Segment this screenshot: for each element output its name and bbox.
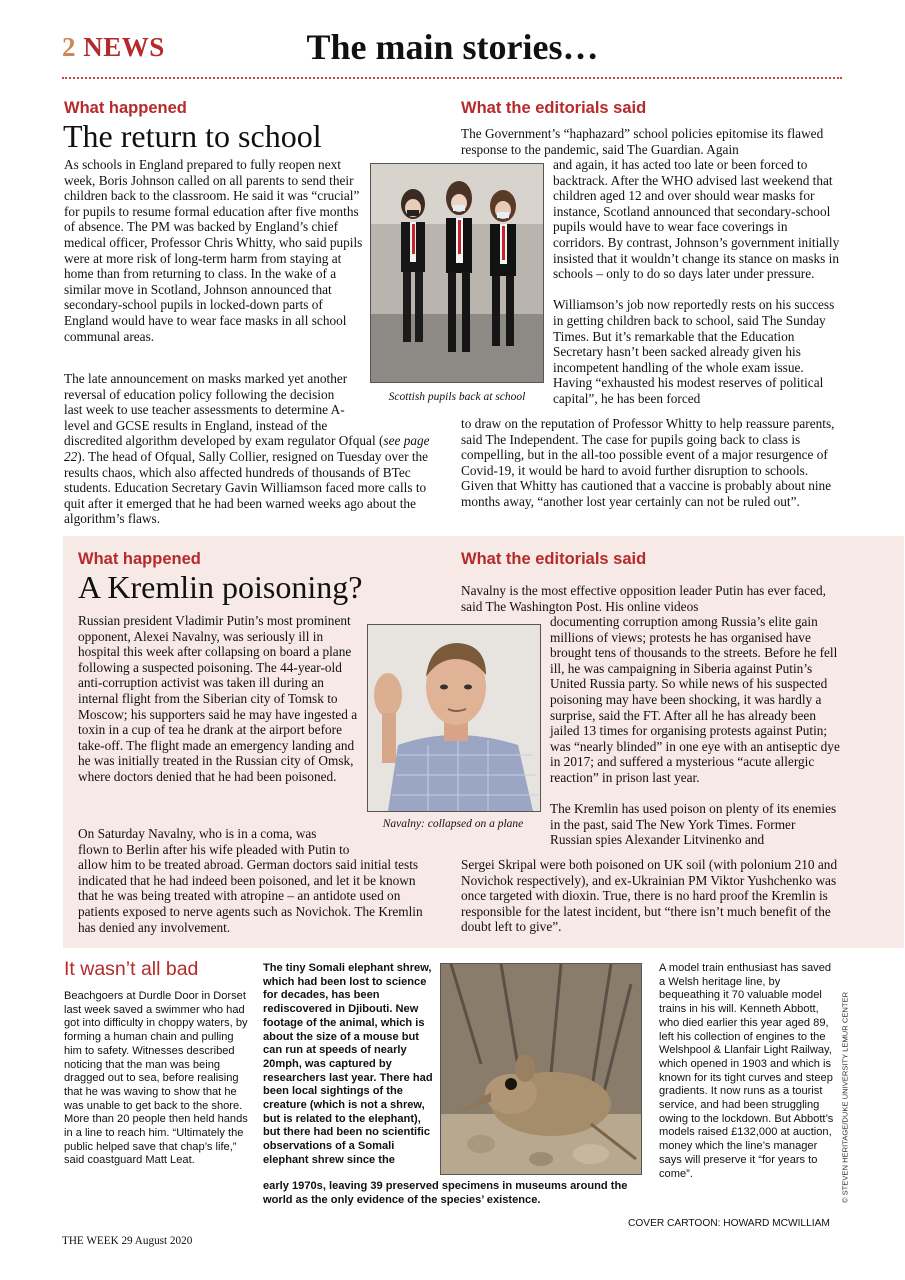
elephant-shrew-photo — [440, 963, 642, 1175]
school-para-2-end: ). The head of Ofqual, Sally Collier, resigned on Tuesday over the results chaos, which also affected hundreds of thousands of BTec students. Education Secretary Gavin Williamson faced more calls to quit after it emerged that he had been warned weeks ago about the algorithm’s flaws. — [64, 448, 429, 527]
school-kicker: What happened — [64, 99, 187, 117]
school-photo-caption: Scottish pupils back at school — [388, 391, 526, 403]
kremlin-kicker: What happened — [78, 550, 201, 568]
issue-footer: THE WEEK 29 August 2020 — [62, 1235, 193, 1247]
school-headline: The return to school — [63, 118, 322, 154]
durdle-door-story: Beachgoers at Durdle Door in Dorset last week saved a swimmer who had got into difficulty in choppy waters, by forming a human chain and pulling him to safety. Witnesses described noticing that the man was being dragged out to sea, before realising that he was waving to show that he was unable to get back to the shore. More than 20 people then held hands in a line to reach him. “Ultimately the public helped save that chap’s life,” said coastguard Matt Leat. — [64, 990, 248, 1167]
school-para-2-start: The late announcement on masks marked yet another reversal of education policy following the decision last week to use teacher assessments to determine A-level and GCSE results in England, instead of the discredited algorithm developed by exam regulator Ofqual ( — [64, 371, 384, 449]
school-para-1: As schools in England prepared to fully reopen next week, Boris Johnson called on all parents to send their children back to the classroom. He said it was “crucial” for pupils to resume formal education after five months of absence. The PM was backed by England’s chief medical officer, Professor Chris Whitty, who said pupils were at more risk of long-term harm from staying at home than from returning to class. In the wake of a similar move in Scotland, Johnson announced that secondary-school pupils in locked-down parts of England would have to wear face masks in all school communal areas. — [64, 157, 363, 344]
kremlin-para-2-text: On Saturday Navalny, who is in a coma, was flown to Berlin after his wife pleaded with Putin to allow him to be treated abroad. German doctors said initial tests indicated that he had indeed been poisoned, and let it be known that he was being treated with atropine – an antidote used on patients exposed to nerve agents such as Novichok. The Kremlin has denied any involvement. — [78, 826, 423, 935]
page-title: The main stories… — [306, 27, 599, 67]
navalny-photo-caption: Navalny: collapsed on a plane — [382, 818, 524, 830]
kremlin-editorials-intro: Navalny is the most effective opposition leader Putin has ever faced, said The Washington Post. His online videos — [461, 583, 826, 614]
page-number: 2 — [62, 32, 76, 62]
model-train-story: A model train enthusiast has saved a Welsh heritage line, by bequeathing it 70 valuable model trains in his will. Kenneth Abbott, who died earlier this year aged 89, left his collection of engines to the Welshpool & Llanfair Light Railway, which opened in 1903 and which is known for its tight curves and steep gradients. It now runs as a tourist service, and had been struggling owing to the lockdown. But Abbott’s models raised £132,000 at auction, money which the line’s manager says will preserve it “for years to come”. — [659, 962, 834, 1180]
photo-credit: © STEVEN HERITAGE/DUKE UNIVERSITY LEMUR CENTER — [840, 991, 850, 1204]
navalny-photo — [367, 624, 541, 812]
kremlin-para-1: Russian president Vladimir Putin’s most prominent opponent, Alexei Navalny, was seriously ill in hospital this week after collapsing on board a plane following a suspected poisoning. The 44-year-old anti-corruption activist was taken ill during an internal flight from the Siberian city of Tomsk to Moscow; his supporters said he may have ingested a toxin in a cup of tea he drank at the airport before take-off. The flight made an emergency landing and he was initially treated in the Russian city of Omsk, where doctors denied that he had been poisoned. — [78, 613, 358, 784]
not-all-bad-heading: It wasn’t all bad — [64, 958, 199, 980]
school-editorials-intro: The Government’s “haphazard” school policies epitomise its flawed response to the pandemic, said The Guardian. Again — [461, 126, 824, 157]
kremlin-editorials-para-2: The Kremlin has used poison on plenty of its enemies in the past, said The New York Times. Former Russian spies Alexander Litvinenko and — [550, 801, 837, 848]
school-editorials-kicker: What the editorials said — [461, 99, 647, 117]
school-editorials-para-2: Williamson’s job now reportedly rests on his success in getting children back to school, said The Sunday Times. But it’s remarkable that the Education Secretary hasn’t been sacked already given his incompetent handling of the whole exam issue. Having “exhausted his modest reserves of political capital”, he has been forced — [553, 297, 835, 406]
cover-cartoon-credit: COVER CARTOON: HOWARD MCWILLIAM — [628, 1218, 830, 1229]
header-divider — [62, 77, 842, 79]
kremlin-editorials-para-2-rest: Sergei Skripal were both poisoned on UK soil (with polonium 210 and Novichok respectively), and ex-Ukrainian PM Viktor Yushchenko was once targeted with dioxin. True, there is no hard proof the Kremlin is responsible for the latest incident, but “there isn’t much benefit of the doubt left to give”. — [461, 857, 838, 935]
school-editorials-para-1: and again, it has acted too late or been forced to backtrack. After the WHO advised last weekend that children aged 12 and over should wear masks for instance, Scotland announced that secondary-school pupils would have to wear face coverings in corridors. By contrast, Johnson’s government initially insisted that it wouldn’t change its stance on masks in schools – only to do so days later under pressure. Williamson’s job now reportedly rests on his success in getting children back to school, said The Sunday Times. But it’s remarkable that the Education Secretary hasn’t been sacked already given his incompetent handling of the whole exam issue. Having “exhausted his modest reserves of political capital”, he has been forced — [553, 157, 840, 406]
kremlin-editorials-kicker: What the editorials said — [461, 550, 647, 568]
school-pupils-photo — [370, 163, 544, 383]
section-name: NEWS — [83, 32, 165, 62]
shrew-story: The tiny Somali elephant shrew, which had been lost to science for decades, has been rediscovered in Djibouti. New footage of the animal, which is about the size of a mouse but can run at speeds of nearly 20mph, was captured by researchers last year. There had been local sightings of the creature (which is not a shrew, but is related to the elephant), but there had been no scientific observations of a Somali elephant shrew since the — [263, 962, 433, 1166]
kremlin-para-2 — [78, 826, 438, 935]
kremlin-headline: A Kremlin poisoning? — [78, 569, 363, 605]
school-para-2-page-ref: see page 22 — [64, 433, 430, 464]
school-editorials-para-2-rest: to draw on the reputation of Professor Whitty to help reassure parents, said The Independent. The case for pupils going back to class is compelling, but in the all-too possible event of a major resurgence of Covid-19, it would be hard to avoid further disruption to schools. Given that Whitty has cautioned that a vaccine is probably about nine months away, “another lost year certainly can not be ruled out”. — [461, 416, 835, 509]
kremlin-editorials-para-1: documenting corruption among Russia’s elite gain millions of views; protests he has organised have brought tens of thousands to the streets. Before he fell ill, he was campaigning in Siberia against Putin’s United Russia party. So while news of his suspected poisoning may have been shocking, it was hardly a surprise, said the FT. After all he has already been jailed 13 times for organising protests against Putin; was “nearly blinded” in one eye with an antiseptic dye in 2017; and suffered a mysterious “acute allergic reaction” in prison last year. The Kremlin has used poison on plenty of its enemies in the past, said The New York Times. Former Russian spies Alexander Litvinenko and — [550, 614, 840, 848]
shrew-story-end: early 1970s, leaving 39 preserved specimens in museums around the world as the only evidence of the species’ existence. — [263, 1180, 628, 1206]
